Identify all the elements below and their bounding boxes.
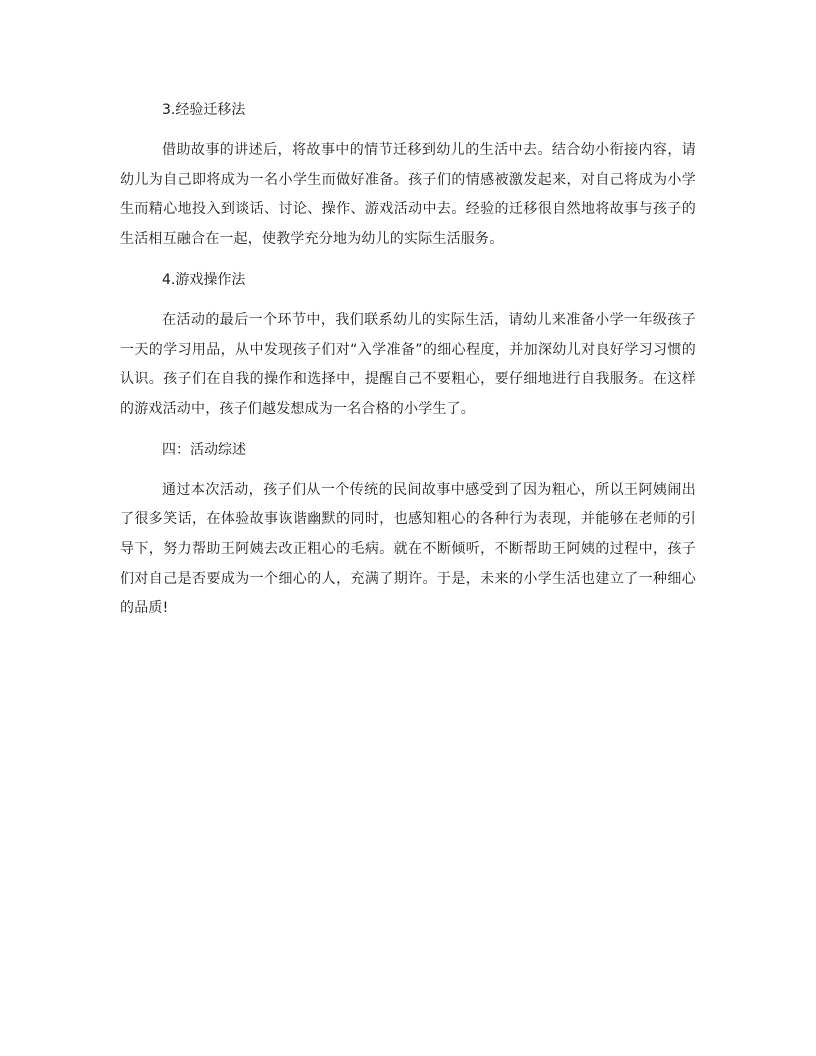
document-page bbox=[120, 95, 696, 624]
section-heading-game-operation: 4.游戏操作法 bbox=[162, 271, 246, 288]
section-heading-experience-transfer: 3.经验迁移法 bbox=[162, 102, 246, 118]
section-paragraph-activity-summary: 通过本次活动，孩子们从一个传统的民间故事中感受到了因为粗心，所以王阿姨闹出了很多笑话，在体验故事诙谐幽默的同时，也感知粗心的各种行为表现，并能够在老师的引导下，努力帮助王阿姨去改正粗心的毛病。就在不断倾听，不断帮助王阿姨的过程中，孩子们对自己是否要成为一个细心的人，充满了期许。于是，未来的小学生活也建立了一种细心的品质! bbox=[120, 481, 696, 617]
section-paragraph-experience-transfer: 借助故事的讲述后，将故事中的情节迁移到幼儿的生活中去。结合幼小衔接内容，请幼儿为自己即将成为一名小学生而做好准备。孩子们的情感被激发起来，对自己将成为小学生而精心地投入到谈话、讨论、操作、游戏活动中去。经验的迁移很自然地将故事与孩子的生活相互融合在一起，使教学充分地为幼儿的实际生活服务。 bbox=[120, 142, 696, 248]
section-paragraph-game-operation: 在活动的最后一个环节中，我们联系幼儿的实际生活，请幼儿来准备小学一年级孩子一天的学习用品，从中发现孩子们对“入学准备”的细心程度，并加深幼儿对良好学习习惯的认识。孩子们在自我的操作和选择中，提醒自己不要粗心，要仔细地进行自我服务。在这样的游戏活动中，孩子们越发想成为一名合格的小学生了。 bbox=[120, 311, 696, 417]
section-heading-activity-summary: 四：活动综述 bbox=[162, 441, 246, 458]
